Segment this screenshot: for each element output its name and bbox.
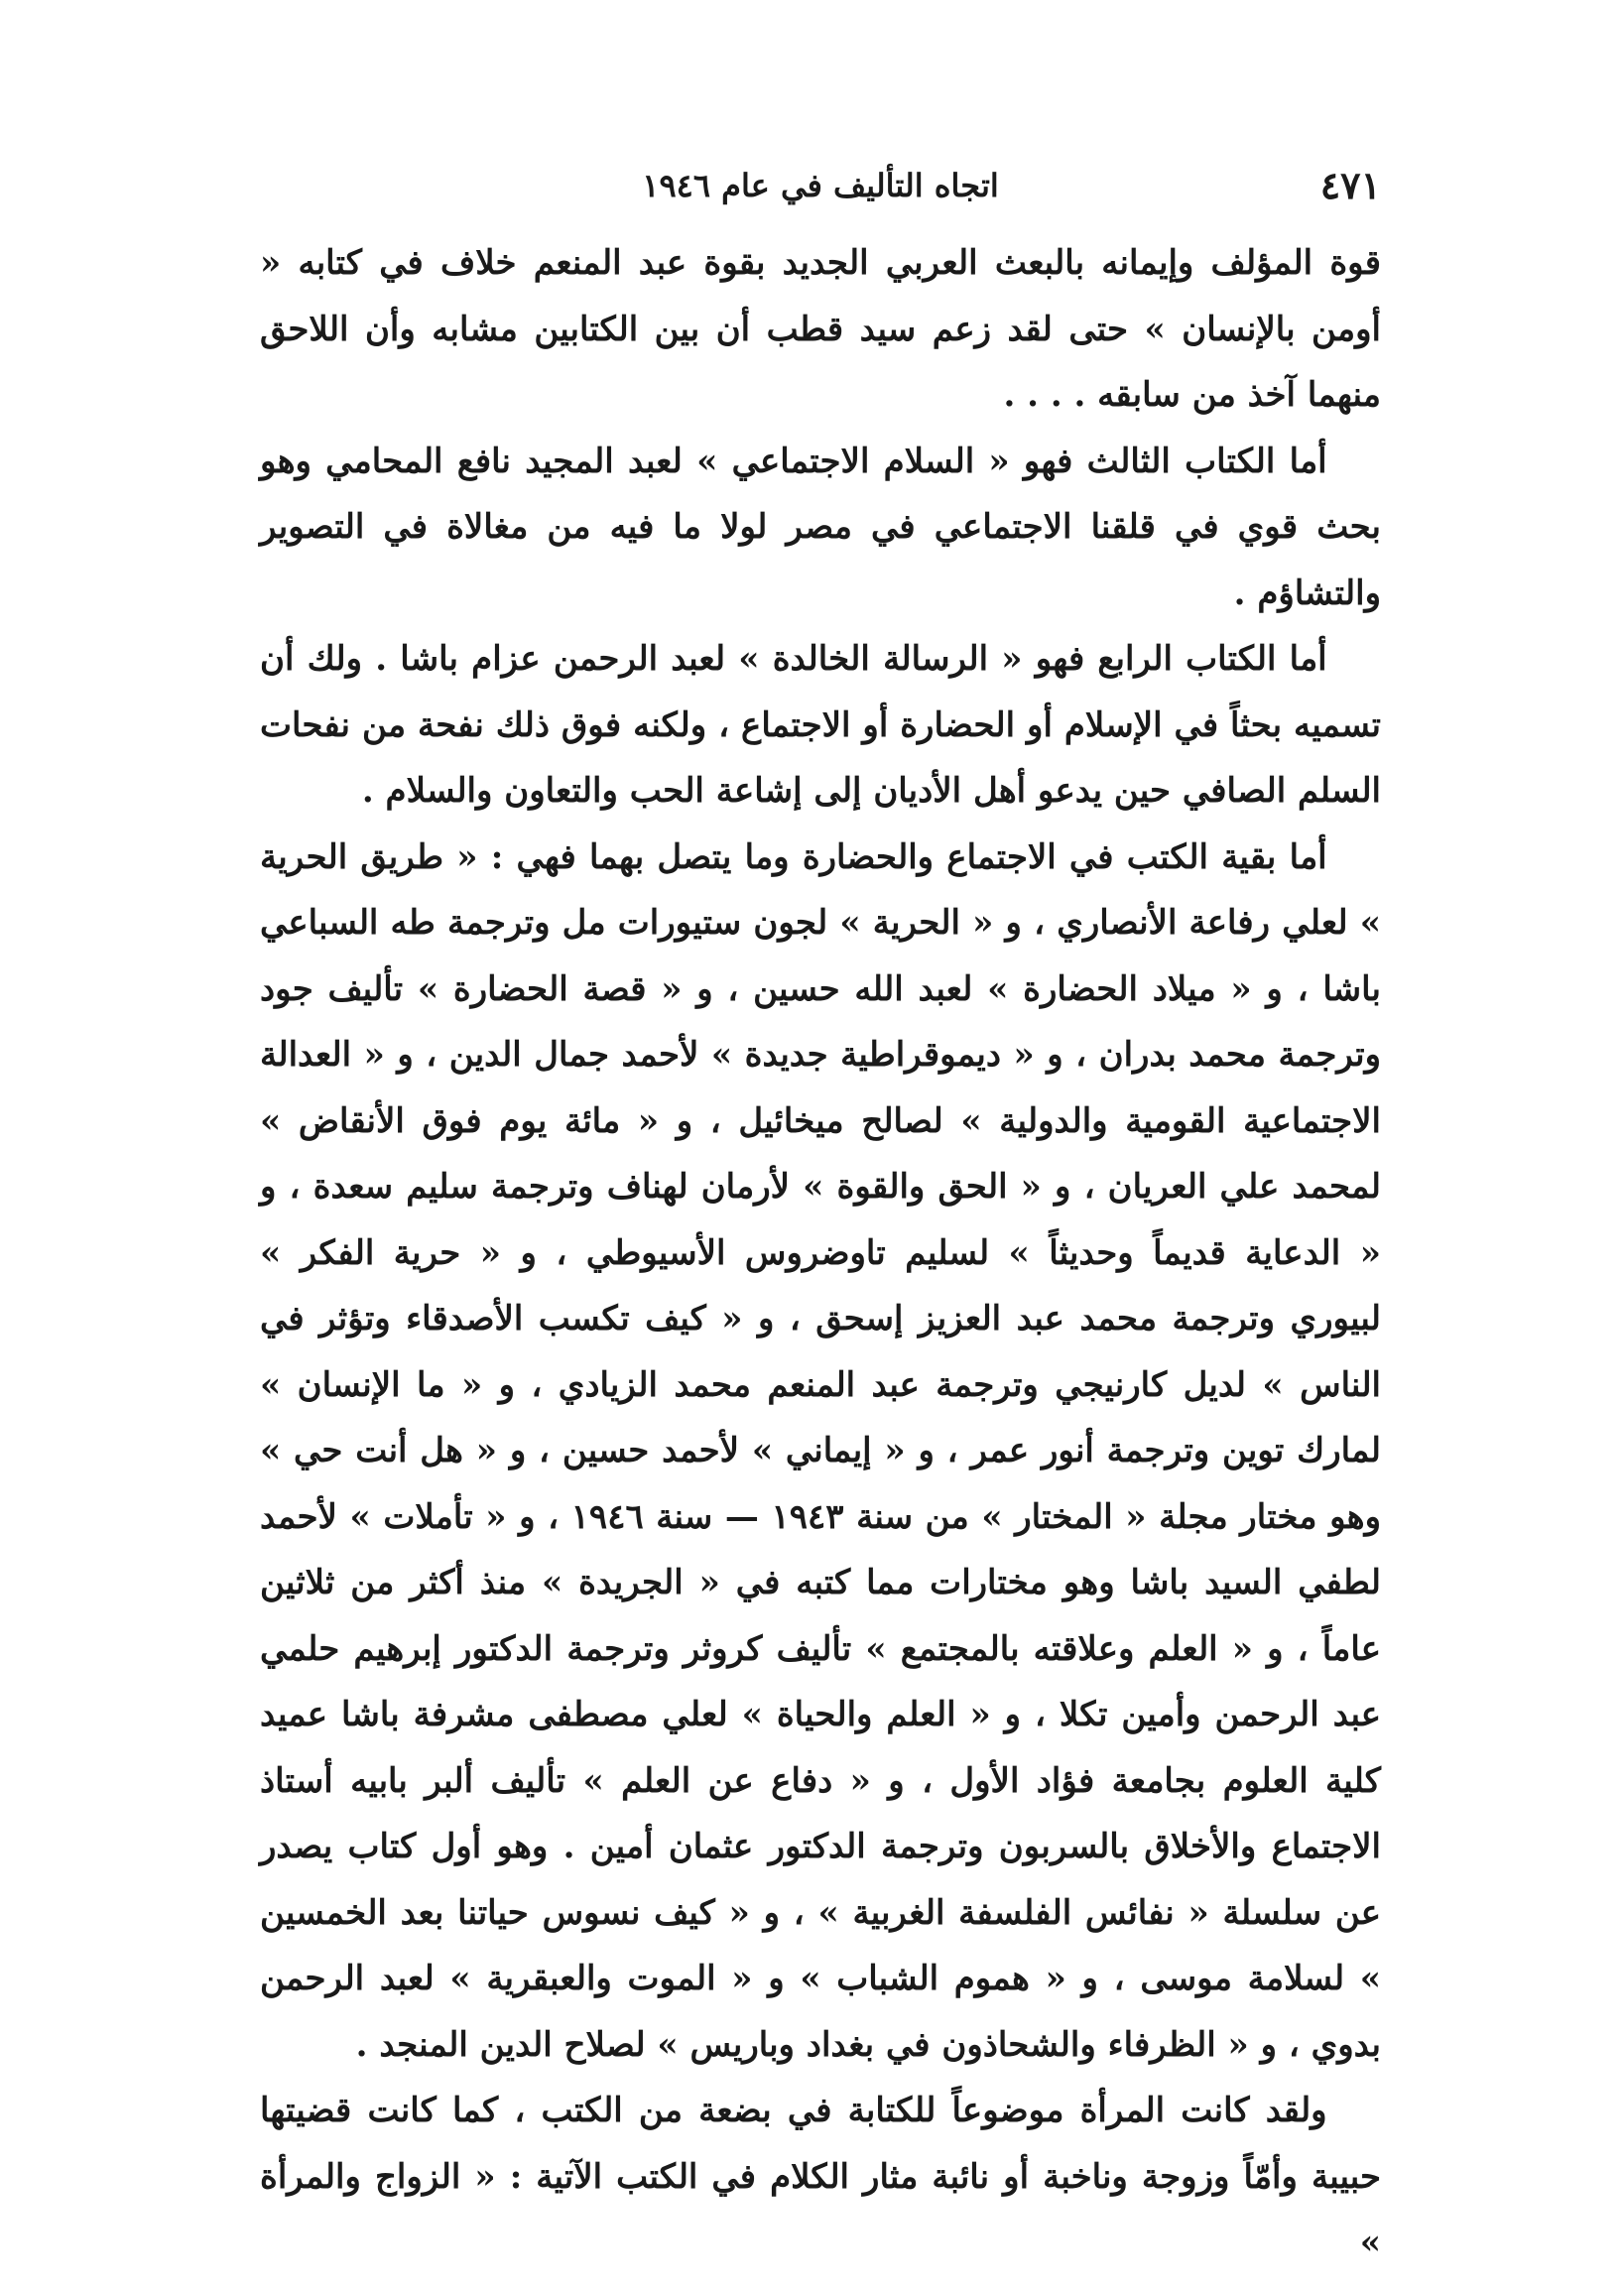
- paragraph-continuation: قوة المؤلف وإيمانه بالبعث العربي الجديد بقوة عبد المنعم خلاف في كتابه « أومن بالإنسان » حتى لقد زعم سيد قطب أن بين الكتابين مشابه وأن اللاحق منهما آخذ من سابقه . . . .: [260, 243, 1381, 415]
- running-title: اتجاه التأليف في عام ١٩٤٦: [642, 167, 999, 204]
- paragraph-fourth-book: أما الكتاب الرابع فهو « الرسالة الخالدة » لعبد الرحمن عزام باشا . ولك أن تسميه بحثاً في الإسلام أو الحضارة أو الاجتماع ، ولكنه فوق ذلك نفحة من نفحات السلم الصافي حين يدعو أهل الأديان إلى إشاعة الحب والتعاون والسلام .: [260, 639, 1381, 811]
- running-header: [260, 159, 1381, 218]
- body-text: [260, 230, 1381, 2276]
- page-number: ٤٧١: [1319, 163, 1381, 207]
- paragraph-women-topic: ولقد كانت المرأة موضوعاً للكتابة في بضعة من الكتب ، كما كانت قضيتها حبيبة وأمّاً وزوجة وناخبة أو نائبة مثار الكلام في الكتب الآتية : « الزواج والمرأة »: [260, 2091, 1381, 2262]
- paragraph-remaining-books: أما بقية الكتب في الاجتماع والحضارة وما يتصل بهما فهي : « طريق الحرية » لعلي رفاعة الأنصاري ، و « الحرية » لجون ستيورات مل وترجمة طه السباعي باشا ، و « ميلاد الحضارة » لعبد الله حسين ، و « قصة الحضارة » تأليف جود وترجمة محمد بدران ، و « ديموقراطية جديدة » لأحمد جمال الدين ، و « العدالة الاجتماعية القومية والدولية » لصالح ميخائيل ، و « مائة يوم فوق الأنقاض » لمحمد علي العريان ، و « الحق والقوة » لأرمان لهناف وترجمة سليم سعدة ، و « الدعاية قديماً وحديثاً » لسليم تاوضروس الأسيوطي ، و « حرية الفكر » لبيوري وترجمة محمد عبد العزيز إسحق ، و « كيف تكسب الأصدقاء وتؤثر في الناس » لديل كارنيجي وترجمة عبد المنعم محمد الزيادي ، و « ما الإنسان » لمارك توين وترجمة أنور عمر ، و « إيماني » لأحمد حسين ، و « هل أنت حي » وهو مختار مجلة « المختار » من سنة ١٩٤٣ — سنة ١٩٤٦ ، و « تأملات » لأحمد لطفي السيد باشا وهو مختارات مما كتبه في « الجريدة » منذ أكثر من ثلاثين عاماً ، و « العلم وعلاقته بالمجتمع » تأليف كروثر وترجمة الدكتور إبرهيم حلمي عبد الرحمن وأمين تكلا ، و « العلم والحياة » لعلي مصطفى مشرفة باشا عميد كلية العلوم بجامعة فؤاد الأول ، و « دفاع عن العلم » تأليف ألبر بابيه أستاذ الاجتماع والأخلاق بالسربون وترجمة الدكتور عثمان أمين . وهو أول كتاب يصدر عن سلسلة « نفائس الفلسفة الغربية » ، و « كيف نسوس حياتنا بعد الخمسين » لسلامة موسى ، و « هموم الشباب » و « الموت والعبقرية » لعبد الرحمن بدوي ، و « الظرفاء والشحاذون في بغداد وباريس » لصلاح الدين المنجد .: [260, 836, 1381, 2065]
- paragraph-third-book: أما الكتاب الثالث فهو « السلام الاجتماعي » لعبد المجيد نافع المحامي وهو بحث قوي في قلقنا الاجتماعي في مصر لولا ما فيه من مغالاة في التصوير والتشاؤم .: [260, 441, 1381, 613]
- book-page: [260, 159, 1381, 2276]
